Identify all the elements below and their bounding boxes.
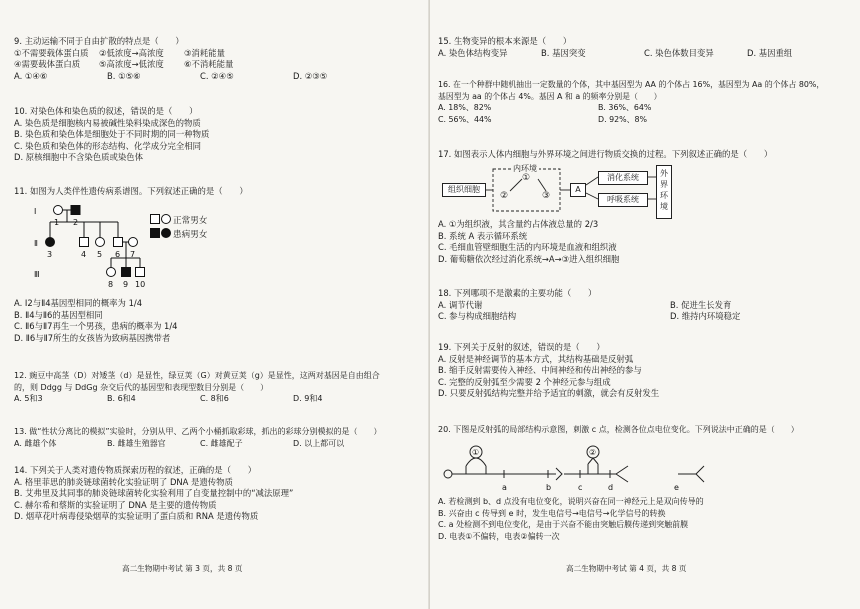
point-a-label: a [502,483,507,492]
q12-choice-c[interactable]: C. 8和6 [200,394,229,404]
individual-number: 2 [73,218,79,227]
pedigree-male-affected [71,206,80,215]
q9-item: ④需要载体蛋白质 [14,59,81,70]
meter-1-label: ① [472,448,480,457]
point-e-label: e [674,483,679,492]
pedigree-chart [30,200,160,292]
q18-choice-c[interactable]: C. 参与构成细胞结构 [438,311,517,322]
question-17 [438,149,772,161]
legend-normal-label: 正常男女 [173,216,208,226]
pedigree-female-affected [46,238,55,247]
q19-choice-d[interactable]: D. 只要反射弧结构完整并给予适宜的刺激，就会有反射发生 [438,388,660,399]
q14-choice-c[interactable]: C. 赫尔希和蔡斯的实验证明了 DNA 是主要的遗传物质 [14,499,217,510]
question-17-options [438,219,619,265]
normal-female-symbol [161,214,171,224]
q11-choice-b[interactable]: B. Ⅱ4与Ⅱ6的基因型相同 [14,309,103,320]
q15-choice-b[interactable]: B. 基因突变 [541,47,586,58]
q12-choice-b[interactable]: B. 6和4 [107,394,136,404]
individual-number: 9 [123,280,129,289]
q10-choice-c[interactable]: C. 染色质和染色体的形态结构、化学成分完全相同 [14,140,202,151]
q9-choice-a[interactable]: A. ①④⑥ [14,70,48,81]
page-footer: 高二生物期中考试 第 4 页，共 8 页 [566,564,687,573]
point-b-label: b [546,483,552,492]
legend-affected-label: 患病男女 [173,230,208,240]
q11-choice-d[interactable]: D. Ⅱ6与Ⅱ7所生的女孩皆为致病基因携带者 [14,332,171,343]
pedigree-legend [150,214,207,242]
q14-choice-b[interactable]: B. 艾弗里及其同事的肺炎链球菌转化实验利用了自变量控制中的“减法原理” [14,488,294,499]
q20-stem: 20. 下图是反射弧的局部结构示意图，刺激 c 点，检测各位点电位变化。下列说法中正确的是（ ） [438,425,799,434]
q15-stem: 15. 生物变异的根本来源是（ ） [438,36,572,46]
q12-choice-d[interactable]: D. 9和4 [293,394,323,404]
component-2: ② [500,191,509,201]
pedigree-male-normal [114,238,123,247]
affected-male-symbol [150,228,160,238]
exam-page-4 [430,0,860,609]
q9-choice-c[interactable]: C. ②④⑤ [200,70,234,81]
individual-number: 8 [108,280,114,289]
q20-choice-b[interactable]: B. 兴奋由 c 传导到 e 时，发生电信号→电信号→化学信号的转换 [438,508,666,518]
q19-choice-a[interactable]: A. 反射是神经调节的基本方式，其结构基础是反射弧 [438,353,634,364]
q16-choice-b[interactable]: B. 36%、64% [598,103,652,113]
meter-2-label: ② [589,448,597,457]
question-11-options [14,298,177,344]
q9-item: ③消耗能量 [184,47,226,58]
q9-stem: 9. 主动运输不同于自由扩散的特点是（ ） [14,36,184,46]
individual-number: 10 [135,280,146,289]
question-9 [14,36,386,82]
component-1: ① [522,173,531,183]
question-19 [438,342,659,400]
q10-choice-a[interactable]: A. 染色质是细胞核内易被碱性染料染成深色的物质 [14,117,201,128]
q16-stem-line2: 基因型为 aa 的个体占 4%。基因 A 和 a 的频率分别是（ ） [438,91,662,101]
individual-number: 1 [54,218,60,227]
q9-item: ⑥不消耗能量 [184,59,234,70]
gen-label: Ⅰ [34,207,37,216]
q17-choice-b[interactable]: B. 系统 A 表示循环系统 [438,230,528,241]
q10-choice-b[interactable]: B. 染色质和染色体是细胞处于不同时期的同一种物质 [14,129,210,140]
individual-number: 7 [130,250,136,259]
component-3: ③ [542,191,551,201]
question-16 [438,79,824,125]
individual-number: 5 [97,250,103,259]
q17-stem: 17. 如图表示人体内细胞与外界环境之间进行物质交换的过程。下列叙述正确的是（ ） [438,149,773,159]
respiratory-system-box: 呼吸系统 [598,193,648,207]
q16-choice-d[interactable]: D. 92%、8% [598,114,648,124]
pedigree-female-normal [54,206,63,215]
question-10 [14,106,209,164]
q14-choice-d[interactable]: D. 烟草花叶病毒侵染烟草的实验证明了蛋白质和 RNA 是遗传物质 [14,511,259,522]
question-20-options [438,496,704,542]
question-13 [14,426,386,449]
affected-female-symbol [161,228,171,238]
gen-label: Ⅱ [34,239,38,248]
q16-choice-c[interactable]: C. 56%、44% [438,114,492,124]
q13-choice-d[interactable]: D. 以上都可以 [293,438,345,448]
system-a-box: A [570,183,586,197]
q10-stem: 10. 对染色体和染色质的叙述，错误的是（ ） [14,106,198,116]
q10-choice-d[interactable]: D. 原核细胞中不含染色质或染色体 [14,152,144,163]
q12-choice-a[interactable]: A. 5和3 [14,394,43,404]
q16-choice-a[interactable]: A. 18%、82% [438,103,492,113]
q19-stem: 19. 下列关于反射的叙述，错误的是（ ） [438,342,605,352]
page-footer: 高二生物期中考试 第 3 页，共 8 页 [122,564,243,573]
q19-choice-c[interactable]: C. 完整的反射弧至少需要 2 个神经元参与组成 [438,376,611,387]
q18-choice-b[interactable]: B. 促进生长发育 [670,299,732,310]
q20-choice-a[interactable]: A. 若检测到 b、d 点没有电位变化，说明兴奋在同一神经元上是双向传导的 [438,497,704,506]
point-d-label: d [608,483,614,492]
q9-item: ②低浓度→高浓度 [99,47,164,58]
q18-choice-d[interactable]: D. 维持内环境稳定 [670,311,741,322]
internal-environment-label: 内环境 [513,164,537,173]
q19-choice-b[interactable]: B. 缩手反射需要传入神经、中间神经和传出神经的参与 [438,365,642,376]
gen-label: Ⅲ [34,270,40,279]
q13-choice-a[interactable]: A. 雌雄个体 [14,438,57,448]
q18-choice-a[interactable]: A. 调节代谢 [438,299,483,310]
q15-choice-d[interactable]: D. 基因重组 [747,47,793,58]
q15-choice-c[interactable]: C. 染色体数目变异 [644,47,714,58]
q16-stem-line1: 16. 在一个种群中随机抽出一定数量的个体，其中基因型为 AA 的个体占 16%，基因型为 Aa 的个体占 80%， [438,80,825,89]
tissue-cells-box: 组织细胞 [442,183,486,197]
q11-stem: 11. 如图为人类伴性遗传病系谱图。下列叙述正确的是（ ） [14,186,248,196]
q11-choice-a[interactable]: A. Ⅰ2与Ⅱ4基因型相同的概率为 1/4 [14,298,143,308]
q18-stem: 18. 下列哪项不是激素的主要功能（ ） [438,288,597,298]
q14-choice-a[interactable]: A. 格里菲思的肺炎链球菌转化实验证明了 DNA 是遗传物质 [14,476,233,487]
question-11 [14,186,248,198]
normal-male-symbol [150,214,160,224]
individual-number: 3 [47,250,53,259]
q13-stem: 13. 做“性状分离比的模拟”实验时，分别从甲、乙两个小桶抓取彩球，抓出的彩球分别模拟的是（ ） [14,427,382,436]
q13-choice-b[interactable]: B. 雌雄生殖器官 [107,438,166,448]
q14-stem: 14. 下列关于人类对遗传物质探索历程的叙述，正确的是（ ） [14,465,257,475]
q15-choice-a[interactable]: A. 染色体结构变异 [438,47,508,58]
pedigree-male-normal [136,268,145,277]
q9-item: ①不需要载体蛋白质 [14,47,89,58]
q11-choice-c[interactable]: C. Ⅱ6与Ⅱ7再生一个男孩，患病的概率为 1/4 [14,321,178,332]
q17-choice-d[interactable]: D. 葡萄糖依次经过消化系统→A→③进入组织细胞 [438,253,620,264]
pedigree-female-normal [96,238,105,247]
q13-choice-c[interactable]: C. 雌雄配子 [200,438,243,448]
pedigree-female-normal [107,268,116,277]
q9-item: ⑤高浓度→低浓度 [99,59,164,70]
body-exchange-diagram [438,163,698,218]
q9-choice-b[interactable]: B. ①⑤⑥ [107,70,141,81]
q17-choice-c[interactable]: C. 毛细血管壁细胞生活的内环境是血液和组织液 [438,242,617,253]
question-15 [438,36,837,59]
pedigree-female-normal [129,238,138,247]
pedigree-male-normal [80,238,89,247]
point-c-label: c [578,483,583,492]
q9-choice-d[interactable]: D. ②③⑤ [293,70,328,81]
pedigree-male-affected [122,268,131,277]
q20-choice-d[interactable]: D. 电表①不偏转，电表②偏转一次 [438,531,560,541]
q20-choice-c[interactable]: C. a 处检测不到电位变化，是由于兴奋不能由突触后膜传递到突触前膜 [438,520,689,530]
reflex-arc-diagram [438,438,738,498]
q17-choice-a[interactable]: A. ①为组织液，其含量约占体液总量的 2/3 [438,219,599,229]
individual-number: 4 [81,250,87,259]
individual-number: 6 [115,250,121,259]
question-20 [438,424,799,436]
question-12 [14,370,386,405]
question-14 [14,465,293,523]
question-18 [438,288,830,323]
digestive-system-box: 消化系统 [598,171,648,185]
q12-stem-line2: 的，则 Ddgg 与 DdGg 杂交后代的基因型和表现型数目分别是（ ） [14,382,269,392]
q12-stem-line1: 12. 豌豆中高茎（D）对矮茎（d）是显性，绿豆荚（G）对黄豆荚（g）是显性，这两对基因是自由组合 [14,371,380,380]
neuron-cell-body [444,470,452,478]
external-environment-box: 外界环境 [656,165,672,219]
